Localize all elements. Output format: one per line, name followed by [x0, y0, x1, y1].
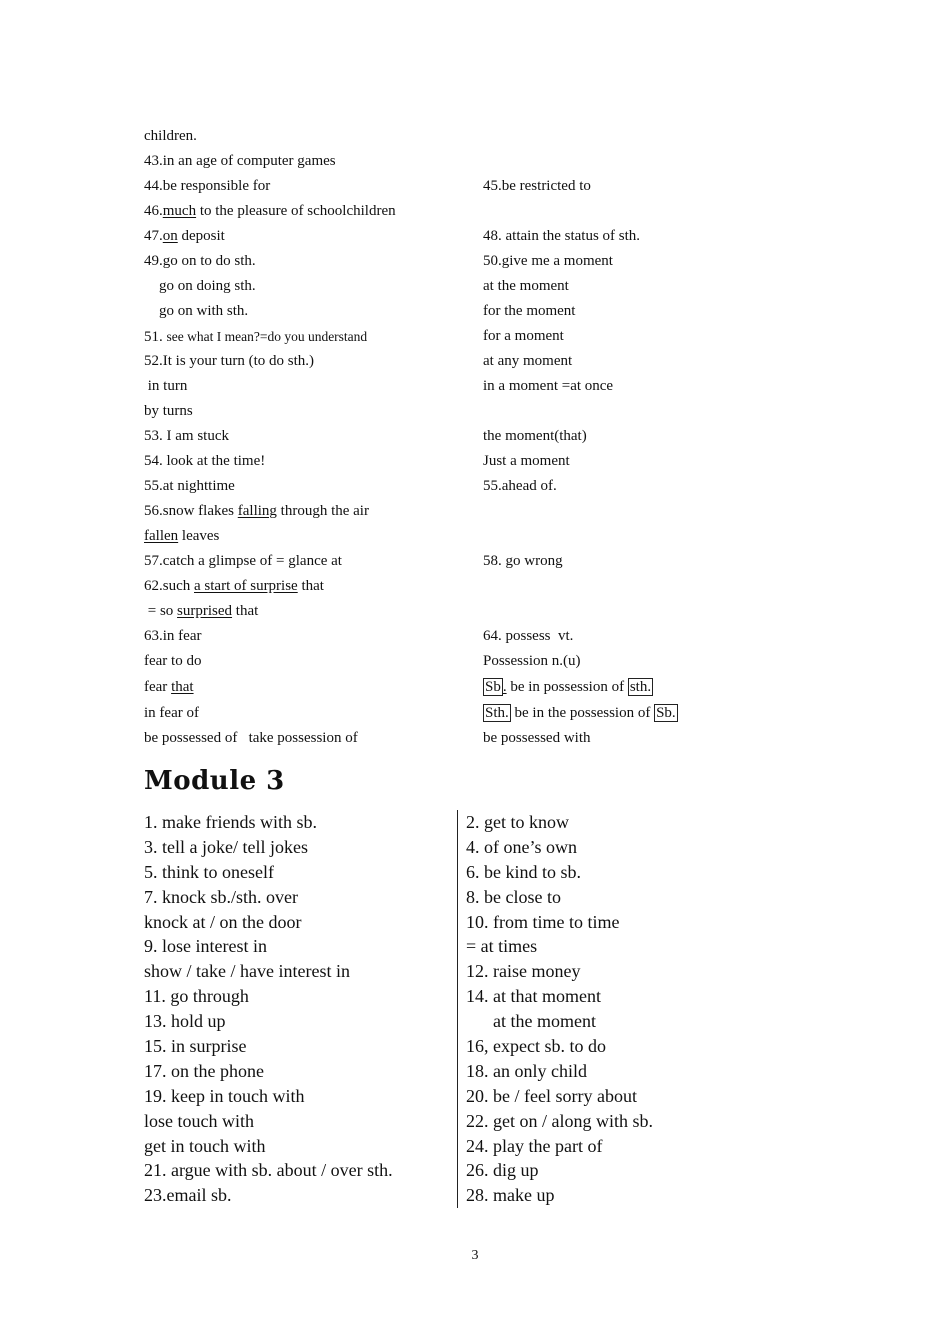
underlined-word: falling	[237, 503, 277, 519]
phrase-left: 5. think to oneself	[144, 861, 274, 882]
boxed-word: Sb.	[656, 705, 676, 721]
list-row	[144, 574, 844, 599]
phrase-right: 14. at that moment	[466, 986, 601, 1007]
phrase-left: 13. hold up	[144, 1011, 226, 1032]
underlined-word: that	[171, 679, 194, 695]
list-row	[144, 274, 844, 299]
list-row	[144, 249, 844, 274]
list-row	[144, 174, 844, 199]
list-row	[144, 374, 844, 399]
phrase-left: 56.snow flakes falling through the air	[144, 503, 369, 519]
table-row	[144, 1109, 844, 1134]
list-row	[144, 324, 844, 349]
list-row	[144, 700, 844, 726]
phrase-right: Just a moment	[483, 453, 570, 469]
phrase-left: 23.email sb.	[144, 1185, 232, 1206]
phrase-right: 24. play the part of	[466, 1135, 603, 1156]
phrase-left: 43.in an age of computer games	[144, 153, 336, 169]
table-row	[144, 885, 844, 910]
phrase-left: 53. I am stuck	[144, 428, 229, 444]
phrase-left: go on doing sth.	[144, 278, 256, 294]
phrase-right: 10. from time to time	[466, 911, 620, 932]
phrase-right: 8. be close to	[466, 886, 561, 907]
underlined-word: fallen	[144, 528, 179, 544]
list-row	[144, 549, 844, 574]
phrase-left: 55.at nighttime	[144, 478, 235, 494]
phrase-left: 63.in fear	[144, 628, 202, 644]
phrase-left: by turns	[144, 403, 193, 419]
list-row	[144, 449, 844, 474]
phrase-right: 16, expect sb. to do	[466, 1036, 606, 1057]
table-row	[144, 910, 844, 935]
phrase-right: 2. get to know	[466, 812, 569, 832]
phrase-right: = at times	[466, 936, 538, 957]
phrase-left: go on with sth.	[144, 303, 249, 319]
list-row	[144, 149, 844, 174]
phrase-right: 22. get on / along with sb.	[466, 1110, 653, 1131]
list-row	[144, 224, 844, 249]
boxed-word: Sb	[485, 679, 501, 695]
phrase-left: 3. tell a joke/ tell jokes	[144, 836, 308, 857]
phrase-right: 55.ahead of.	[483, 478, 557, 494]
phrase-right: at any moment	[483, 353, 573, 369]
phrase-left: 15. in surprise	[144, 1036, 247, 1057]
table-row	[144, 1059, 844, 1084]
phrase-right: 45.be restricted to	[483, 178, 591, 194]
phrase-right: 64. possess vt.	[483, 628, 574, 644]
phrase-right: at the moment	[466, 1011, 596, 1032]
boxed-word: Sth.	[485, 705, 509, 721]
phrase-right: 26. dig up	[466, 1160, 539, 1181]
phrase-right: Sb . be in possession of sth.	[485, 679, 652, 695]
phrase-right: for a moment	[483, 328, 564, 344]
table-row	[144, 934, 844, 959]
phrase-left: 57.catch a glimpse of = glance at	[144, 553, 342, 569]
phrase-left: 9. lose interest in	[144, 936, 267, 957]
phrase-right: 28. make up	[466, 1185, 555, 1206]
phrase-right: 12. raise money	[466, 961, 581, 982]
list-row	[144, 624, 844, 649]
phrase-left: in fear of	[144, 705, 199, 721]
phrase-right: Sth. be in the possession of Sb.	[485, 705, 676, 721]
table-row	[144, 959, 844, 984]
phrase-right: 4. of one’s own	[466, 836, 577, 857]
list-row	[144, 674, 844, 700]
page-number: 3	[471, 1248, 479, 1263]
list-row	[144, 349, 844, 374]
table-row	[144, 1009, 844, 1034]
phrase-left: be possessed of take possession of	[144, 730, 358, 746]
phrase-left: lose touch with	[144, 1110, 254, 1131]
phrase-right: be possessed with	[483, 730, 591, 746]
phrase-left: = so surprised that	[144, 603, 259, 619]
phrase-left: children.	[144, 128, 197, 144]
underlined-word: surprised	[177, 603, 233, 619]
phrase-right: 6. be kind to sb.	[466, 861, 581, 882]
phrase-left: 54. look at the time!	[144, 453, 266, 469]
table-row	[144, 1183, 844, 1208]
phrase-right: 20. be / feel sorry about	[466, 1085, 637, 1106]
table-row	[144, 860, 844, 885]
phrase-right: 48. attain the status of sth.	[483, 228, 641, 244]
list-row	[144, 649, 844, 674]
table-row	[144, 810, 844, 835]
table-row	[144, 984, 844, 1009]
list-row	[144, 726, 844, 751]
list-row	[144, 124, 844, 149]
list-row	[144, 524, 844, 549]
phrase-left: knock at / on the door	[144, 911, 302, 932]
phrase-left: 1. make friends with sb.	[144, 812, 317, 832]
phrase-left: 7. knock sb./sth. over	[144, 886, 298, 907]
phrase-right: 50.give me a moment	[483, 253, 613, 269]
phrase-right: the moment(that)	[483, 428, 587, 444]
phrase-left: fallen leaves	[144, 528, 220, 544]
boxed-word: sth.	[629, 679, 652, 695]
phrase-left: 62.such a start of surprise that	[144, 578, 324, 594]
phrase-right: 58. go wrong	[483, 553, 563, 569]
phrase-left: 17. on the phone	[144, 1060, 264, 1081]
underlined-word: on	[162, 228, 178, 244]
phrase-left: 21. argue with sb. about / over sth.	[144, 1160, 393, 1181]
list-row	[144, 474, 844, 499]
phrase-left: in turn	[144, 378, 188, 394]
list-row	[144, 599, 844, 624]
list-row	[144, 199, 844, 224]
phrase-right: 18. an only child	[466, 1060, 587, 1081]
phrase-left: 19. keep in touch with	[144, 1085, 305, 1106]
table-row	[144, 1134, 844, 1159]
module-phrase-table	[144, 810, 844, 1208]
phrase-left: 49.go on to do sth.	[144, 253, 256, 269]
phrase-left: get in touch with	[144, 1135, 266, 1156]
phrase-left: 11. go through	[144, 986, 249, 1007]
underlined-word: much	[162, 203, 197, 219]
list-row	[144, 424, 844, 449]
table-row	[144, 835, 844, 860]
phrase-right: in a moment =at once	[483, 378, 614, 394]
phrase-left: 46.much to the pleasure of schoolchildren	[144, 203, 396, 219]
phrase-left: 47.on deposit	[144, 228, 225, 244]
table-row	[144, 1034, 844, 1059]
phrase-list-continued	[144, 124, 844, 751]
phrase-left: 52.It is your turn (to do sth.)	[144, 353, 314, 369]
phrase-right: for the moment	[483, 303, 576, 319]
table-row	[144, 1158, 844, 1183]
list-row	[144, 399, 844, 424]
module-heading: Module 3	[144, 766, 285, 796]
phrase-left: fear that	[144, 679, 194, 695]
underlined-word: a start of surprise	[194, 578, 298, 594]
phrase-right: at the moment	[483, 278, 569, 294]
phrase-left: fear to do	[144, 653, 202, 669]
list-row	[144, 499, 844, 524]
phrase-left: 51. see what I mean?=do you understand	[144, 329, 368, 345]
table-row	[144, 1084, 844, 1109]
list-row	[144, 299, 844, 324]
phrase-left: show / take / have interest in	[144, 961, 350, 982]
phrase-left: 44.be responsible for	[144, 178, 271, 194]
phrase-right: Possession n.(u)	[483, 653, 581, 669]
